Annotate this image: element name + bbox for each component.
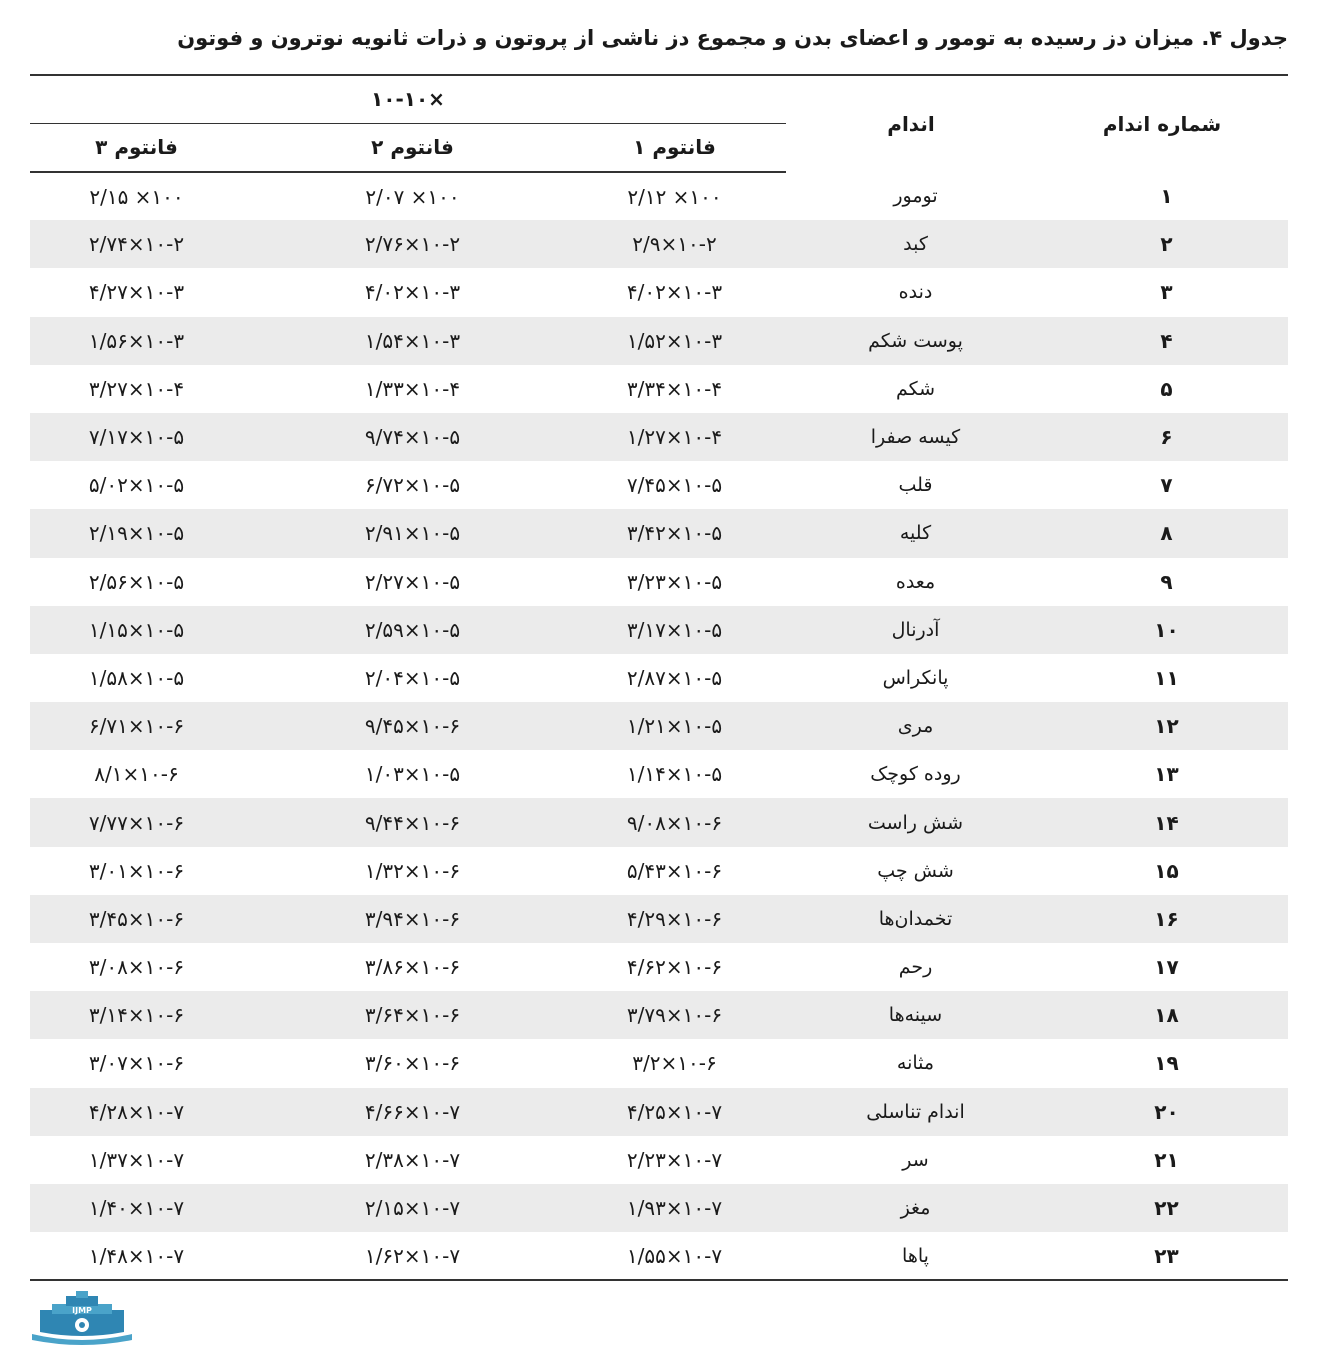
cell-organ-name: مری bbox=[897, 715, 934, 738]
cell-organ-name: آدرنال bbox=[891, 618, 940, 641]
cell-phantom-1: ۱/۵۲×۱۰-۳ bbox=[626, 328, 723, 353]
cell-organ-number: ۱۸ bbox=[1154, 1003, 1179, 1028]
header-organ: اندام bbox=[786, 75, 1036, 172]
cell-phantom-3: ۲/۱۵ ×۱۰۰ bbox=[89, 184, 184, 209]
dose-table bbox=[30, 74, 1288, 1281]
cell-phantom-2: ۱/۳۲×۱۰-۶ bbox=[364, 858, 461, 883]
cell-phantom-1: ۱/۹۳×۱۰-۷ bbox=[626, 1196, 723, 1221]
cell-phantom-2: ۴/۶۶×۱۰-۷ bbox=[364, 1099, 461, 1124]
cell-phantom-3: ۱/۱۵×۱۰-۵ bbox=[88, 617, 185, 642]
cell-phantom-3: ۷/۷۷×۱۰-۶ bbox=[88, 810, 185, 835]
cell-phantom-2: ۲/۰۷ ×۱۰۰ bbox=[365, 184, 460, 209]
table-row bbox=[30, 509, 1288, 557]
cell-organ-number: ۸ bbox=[1160, 521, 1173, 546]
cell-phantom-1: ۴/۶۲×۱۰-۶ bbox=[626, 955, 723, 980]
cell-phantom-2: ۲/۲۷×۱۰-۵ bbox=[364, 569, 461, 594]
cell-phantom-2: ۹/۴۵×۱۰-۶ bbox=[364, 714, 461, 739]
cell-phantom-3: ۱/۴۸×۱۰-۷ bbox=[30, 1232, 282, 1280]
cell-organ-name: شش راست bbox=[867, 811, 964, 834]
cell-phantom-2: ۲/۱۵×۱۰-۷ bbox=[364, 1196, 461, 1221]
cell-phantom-3: ۳/۲۷×۱۰-۴ bbox=[88, 376, 185, 401]
cell-organ-number: ۲۰ bbox=[1154, 1099, 1179, 1124]
cell-phantom-3: ۳/۱۴×۱۰-۶ bbox=[88, 1003, 185, 1028]
cell-organ-number: ۱ bbox=[1160, 184, 1173, 209]
table-row bbox=[30, 220, 1288, 268]
cell-organ-number: ۷ bbox=[1160, 473, 1173, 498]
table-row bbox=[30, 172, 1288, 220]
cell-organ-number: ۱۲ bbox=[1154, 714, 1179, 739]
header-unit: ۱۰-۱۰× bbox=[30, 75, 786, 123]
header-row bbox=[30, 75, 1288, 123]
cell-organ-name: پانکراس bbox=[882, 666, 949, 689]
cell-organ-number: ۱۹ bbox=[1154, 1051, 1179, 1076]
cell-phantom-2: ۳/۶۰×۱۰-۶ bbox=[364, 1051, 461, 1076]
cell-organ-name: اندام تناسلی bbox=[866, 1100, 965, 1123]
table-body bbox=[30, 172, 1288, 1280]
cell-phantom-2: ۶/۷۲×۱۰-۵ bbox=[364, 473, 461, 498]
cell-organ-name: کبد bbox=[903, 233, 928, 256]
cell-phantom-1: ۳/۲۳×۱۰-۵ bbox=[626, 569, 723, 594]
cell-phantom-2: ۲/۷۶×۱۰-۲ bbox=[364, 232, 461, 257]
cell-phantom-2: ۱/۳۳×۱۰-۴ bbox=[364, 376, 461, 401]
cell-phantom-1: ۵/۴۳×۱۰-۶ bbox=[626, 858, 723, 883]
table-row bbox=[30, 413, 1288, 461]
cell-organ-name: شش چپ bbox=[877, 859, 954, 882]
cell-organ-name: روده کوچک bbox=[870, 763, 961, 786]
cell-organ-name: کلیه bbox=[899, 522, 932, 545]
cell-organ-name: سینه‌ها bbox=[888, 1004, 943, 1027]
cell-organ-number: ۱۶ bbox=[1154, 906, 1179, 931]
cell-organ-number: ۱۱ bbox=[1154, 665, 1179, 690]
cell-phantom-2: ۳/۹۴×۱۰-۶ bbox=[364, 906, 461, 931]
cell-phantom-1: ۳/۱۷×۱۰-۵ bbox=[626, 617, 723, 642]
cell-organ-number: ۴ bbox=[1160, 328, 1173, 353]
cell-phantom-1: ۳/۴۲×۱۰-۵ bbox=[626, 521, 723, 546]
cell-organ-name: تخمدان‌ها bbox=[878, 907, 953, 930]
header-phantom-3: فانتوم ۳ bbox=[30, 123, 282, 172]
cell-phantom-1: ۴/۲۵×۱۰-۷ bbox=[626, 1099, 723, 1124]
cell-phantom-1: ۲/۲۳×۱۰-۷ bbox=[626, 1147, 723, 1172]
dose-table-container bbox=[30, 74, 1288, 1281]
cell-phantom-1: ۳/۳۴×۱۰-۴ bbox=[626, 376, 723, 401]
cell-phantom-3: ۴/۲۷×۱۰-۳ bbox=[88, 280, 185, 305]
cell-phantom-2: ۲/۳۸×۱۰-۷ bbox=[364, 1147, 461, 1172]
cell-organ-name: دنده bbox=[898, 281, 933, 304]
cell-phantom-2: ۱/۵۴×۱۰-۳ bbox=[364, 328, 461, 353]
cell-phantom-3: ۶/۷۱×۱۰-۶ bbox=[88, 714, 185, 739]
table-row bbox=[30, 461, 1288, 509]
cell-organ-number: ۵ bbox=[1160, 376, 1173, 401]
table-row bbox=[30, 1136, 1288, 1184]
table-row bbox=[30, 1232, 1288, 1280]
table-row bbox=[30, 268, 1288, 316]
cell-phantom-2: ۳/۸۶×۱۰-۶ bbox=[364, 955, 461, 980]
table-row bbox=[30, 943, 1288, 991]
cell-phantom-2: ۱/۰۳×۱۰-۵ bbox=[364, 762, 461, 787]
cell-organ-name: سر bbox=[902, 1148, 929, 1171]
cell-phantom-3: ۱/۴۰×۱۰-۷ bbox=[88, 1196, 185, 1221]
cell-phantom-3: ۳/۴۵×۱۰-۶ bbox=[88, 906, 185, 931]
cell-phantom-3: ۲/۵۶×۱۰-۵ bbox=[88, 569, 185, 594]
cell-phantom-3: ۲/۷۴×۱۰-۲ bbox=[88, 232, 185, 257]
cell-organ-number: ۲۱ bbox=[1154, 1147, 1179, 1172]
table-row bbox=[30, 1088, 1288, 1136]
cell-phantom-1: ۷/۴۵×۱۰-۵ bbox=[626, 473, 723, 498]
cell-phantom-1: ۱/۱۴×۱۰-۵ bbox=[626, 762, 723, 787]
cell-phantom-3: ۱/۵۸×۱۰-۵ bbox=[88, 665, 185, 690]
cell-organ-name: پوست شکم bbox=[868, 329, 963, 352]
header-phantom-1: فانتوم ۱ bbox=[534, 123, 786, 172]
cell-phantom-2: ۹/۷۴×۱۰-۵ bbox=[364, 425, 461, 450]
cell-phantom-1: ۴/۰۲×۱۰-۳ bbox=[626, 280, 723, 305]
cell-organ-number: ۱۵ bbox=[1154, 858, 1179, 883]
cell-phantom-2: ۴/۰۲×۱۰-۳ bbox=[364, 280, 461, 305]
cell-organ-name: پاها bbox=[786, 1232, 1036, 1280]
cell-phantom-1: ۳/۷۹×۱۰-۶ bbox=[626, 1003, 723, 1028]
cell-phantom-3: ۳/۰۷×۱۰-۶ bbox=[88, 1051, 185, 1076]
cell-phantom-2: ۳/۶۴×۱۰-۶ bbox=[364, 1003, 461, 1028]
cell-organ-number: ۲۳ bbox=[1036, 1232, 1288, 1280]
cell-phantom-2: ۱/۶۲×۱۰-۷ bbox=[282, 1232, 534, 1280]
cell-phantom-1: ۲/۸۷×۱۰-۵ bbox=[626, 665, 723, 690]
cell-phantom-3: ۸/۱×۱۰-۶ bbox=[94, 762, 179, 787]
cell-phantom-2: ۲/۵۹×۱۰-۵ bbox=[364, 617, 461, 642]
table-row bbox=[30, 606, 1288, 654]
cell-phantom-1: ۳/۲×۱۰-۶ bbox=[632, 1051, 717, 1076]
cell-organ-number: ۱۰ bbox=[1154, 617, 1179, 642]
cell-organ-number: ۱۷ bbox=[1154, 955, 1179, 980]
table-row bbox=[30, 750, 1288, 798]
table-row bbox=[30, 991, 1288, 1039]
cell-phantom-1: ۱/۲۱×۱۰-۵ bbox=[626, 714, 723, 739]
cell-organ-name: مثانه bbox=[896, 1052, 935, 1075]
table-row bbox=[30, 365, 1288, 413]
table-row bbox=[30, 654, 1288, 702]
cell-phantom-3: ۲/۱۹×۱۰-۵ bbox=[88, 521, 185, 546]
table-row bbox=[30, 1039, 1288, 1087]
logo-text: IJMP bbox=[72, 1306, 92, 1315]
table-row bbox=[30, 847, 1288, 895]
cell-phantom-2: ۹/۴۴×۱۰-۶ bbox=[364, 810, 461, 835]
cell-organ-number: ۶ bbox=[1160, 425, 1173, 450]
table-caption: جدول ۴. میزان دز رسیده به تومور و اعضای بدن و مجموع دز ناشی از پروتون و ذرات ثانویه نوترون و فوتون bbox=[177, 26, 1288, 50]
cell-phantom-1: ۱/۲۷×۱۰-۴ bbox=[626, 425, 723, 450]
table-row bbox=[30, 798, 1288, 846]
cell-organ-number: ۱۳ bbox=[1154, 762, 1179, 787]
cell-organ-name: کیسه صفرا bbox=[870, 426, 961, 449]
journal-logo-icon bbox=[30, 1290, 134, 1345]
header-organ-number: شماره اندام bbox=[1036, 75, 1288, 172]
header-phantom-2: فانتوم ۲ bbox=[282, 123, 534, 172]
cell-organ-number: ۲۲ bbox=[1154, 1196, 1179, 1221]
cell-organ-name: قلب bbox=[898, 474, 933, 497]
cell-phantom-2: ۲/۰۴×۱۰-۵ bbox=[364, 665, 461, 690]
cell-organ-number: ۹ bbox=[1160, 569, 1173, 594]
cell-organ-number: ۲ bbox=[1160, 232, 1173, 257]
table-row bbox=[30, 895, 1288, 943]
table-row bbox=[30, 317, 1288, 365]
cell-phantom-1: ۲/۹×۱۰-۲ bbox=[632, 232, 717, 257]
cell-phantom-1: ۱/۵۵×۱۰-۷ bbox=[534, 1232, 786, 1280]
cell-organ-name: رحم bbox=[898, 956, 933, 979]
cell-organ-name: شکم bbox=[895, 377, 936, 400]
cell-phantom-1: ۲/۱۲ ×۱۰۰ bbox=[627, 184, 722, 209]
cell-phantom-3: ۱/۵۶×۱۰-۳ bbox=[88, 328, 185, 353]
cell-phantom-3: ۵/۰۲×۱۰-۵ bbox=[88, 473, 185, 498]
cell-organ-name: مغز bbox=[900, 1197, 931, 1220]
cell-organ-number: ۱۴ bbox=[1154, 810, 1179, 835]
table-row bbox=[30, 1184, 1288, 1232]
cell-organ-number: ۳ bbox=[1160, 280, 1173, 305]
cell-phantom-2: ۲/۹۱×۱۰-۵ bbox=[364, 521, 461, 546]
cell-phantom-3: ۳/۰۱×۱۰-۶ bbox=[88, 858, 185, 883]
table-row bbox=[30, 702, 1288, 750]
cell-organ-name: معده bbox=[895, 570, 936, 593]
cell-phantom-3: ۳/۰۸×۱۰-۶ bbox=[88, 955, 185, 980]
cell-phantom-1: ۹/۰۸×۱۰-۶ bbox=[626, 810, 723, 835]
cell-phantom-3: ۴/۲۸×۱۰-۷ bbox=[88, 1099, 185, 1124]
cell-organ-name: تومور bbox=[893, 185, 938, 208]
table-row bbox=[30, 558, 1288, 606]
cell-phantom-3: ۱/۳۷×۱۰-۷ bbox=[88, 1147, 185, 1172]
cell-phantom-3: ۷/۱۷×۱۰-۵ bbox=[88, 425, 185, 450]
cell-phantom-1: ۴/۲۹×۱۰-۶ bbox=[626, 906, 723, 931]
